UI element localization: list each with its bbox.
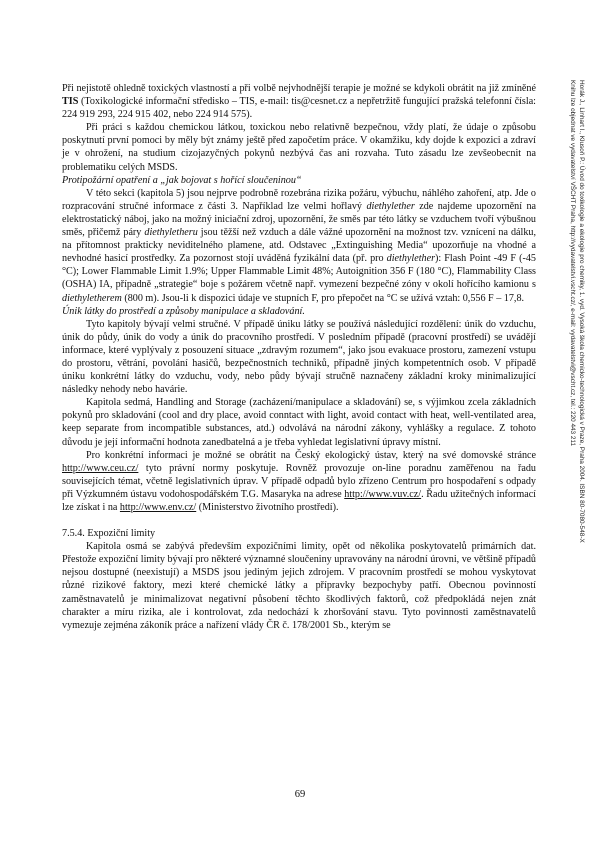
text-run: . Řadu užitečných informací lze získat i na (62, 488, 536, 513)
text-run: diethyletheru (144, 227, 198, 239)
text-run: (800 m). Jsou-li k dispozici údaje ve stupních F, pro přepočet na °C se užívá vztah: 0,556 F – 17,8. (121, 292, 525, 304)
paragraph (62, 449, 536, 514)
citation-line: Horák J., Linhart I., Klusoň P.: Úvod do toxikologie a ekologie pro chemiky, 1. vyd. Vysoká škola chemicko-technologická v Praze, Praha 2004. ISBN 80-7080-548-X (578, 80, 585, 543)
paragraph (62, 121, 536, 173)
subsection-heading (62, 174, 536, 187)
text-run: Při práci s každou chemickou látkou, toxickou nebo relativně bezpečnou, vždy platí, že údaje o způsobu poskytnutí první pomoci by měly být známy ještě před započetím práce. V okamžiku, kdy dojde k expozici a zdraví je v ohrožení, na studium cizojazyčných pokynů nezbývá čas ani rozvaha. Tuto zásadu lze zevšeobecnit na problematiku celých MSDS. (62, 122, 536, 173)
page-number: 69 (294, 789, 306, 800)
text-run: tyto právní normy poskytuje. Rovněž provozuje on-line poradnu zaměřenou na řadu souvisejících témat, včetně legislativních úprav. V případě odpadů bylo zřízeno Centrum pro hospodaření s odpady při Výzkumném ústavu vodohospodářském T.G. Masaryka na adrese (62, 462, 536, 500)
text-run: diethyletherem (62, 292, 122, 304)
text-run: Při nejistotě ohledně toxických vlastností a při volbě nejvhodnější terapie je možné se kdykoli obrátit na již zmíněné (62, 83, 536, 94)
text-run: Protipožární opatření a „jak bojovat s hořící sloučeninou“ (62, 174, 302, 186)
text-run: V této sekci (kapitola 5) jsou nejprve podrobně rozebrána rizika požáru, výbuchu, náhlého zahoření, atp. Jde o rozpracování stručné informace z části 3. Například lze velmi hořlavý (62, 187, 536, 212)
text-run: (Toxikologické informační středisko – TIS, e-mail: tis@cesnet.cz a nepřetržitě fungující pražská telefonní čísla: 224 919 293, 224 915 402, nebo 224 914 575). (62, 96, 536, 121)
text-run: zde najdeme upozornění na elektrostatický náboj, jako na možný iniciační zdroj, upozornění, že směs par této látky se vzduchem tvoří výbušnou směs, přičemž páry (62, 200, 537, 239)
paragraph (62, 82, 536, 121)
page-body (62, 82, 536, 632)
text-run: Kapitola osmá se zabývá především expozičními limity, opět od několika poskytovatelů primárních dat. Přestože expoziční limity bývají pro některé významné sloučeniny upravovány na národní úrovni, ve většině případů nejsou dostupné (neexistují) a MSDS jsou jediným jejich zdrojem. V pracovním prostředí se mohou vyskytovat různé rizikové faktory, mezi které chemické látky a přípravky bezpochyby patří. Obecnou povinností zaměstnavatelů je minimalizovat negativní působení těchto škodlivých faktorů, což předpokládá nejen znát charakter a míru rizika, ale i kontrolovat, zda nedochází k zhoršování stavu. Tyto povinnosti zaměstnavatelů vymezuje zejména zákoník práce a nařízení vlády ČR č. 178/2001 Sb., kterým se (62, 541, 536, 631)
paragraph (62, 187, 536, 305)
text-run: diethylether (386, 253, 436, 265)
paragraph (62, 540, 536, 632)
text-run: (Ministerstvo životního prostředí). (196, 502, 339, 513)
text-run: Kapitola sedmá, Handling and Storage (zacházení/manipulace a skladování) se, s výjimkou zcela základních pokynů pro skladování (cool and dry place, avoid conntact with light, avoid contact with heat, well-ventilated area, keep separate from incompatible substances, atd.) odvolává na národní zákony, vyhlášky a regulace. Z tohoto důvodu je její informační hodnota zanedbatelná a je třeba vyhledat legislativní úpravy místní. (62, 397, 536, 448)
order-info-line: Knihu lze objednat ve vydavatelství VŠCHT Praha, http://vydavatelstvi.vscht.cz/, e-mail: vydavatelstvi@vscht.cz, tel.: 220 443 211 (569, 80, 576, 447)
text-run: Tyto kapitoly bývají velmi stručné. V případě úniku látky se používá následující rozdělení: únik do vzduchu, únik do půdy, únik do vody a únik do pracovního prostředí. V posledním případě (pracovní prostředí) se uvádějí informace, které vyplývaly z posouzení situace „zdravým rozumem“, jako jsou evakuace prostoru, zamezení vstupu do prostoru, větrání, povolání hasičů, bezpečnostních techniků, případně jiných kompetentních osob. V případě úniku konkrétní látky do vzduchu, vody, nebo půdy bývají stručně naznačeny základní kroky minimalizující následky nehody nebo havárie. (62, 318, 536, 396)
text-run: jsou těžší než vzduch a dále vážné upozornění na možnost tzv. vznícení na dálku, na přítomnost prakticky neviditelného plamene, atd. Odstavec „Extinguishing Media“ upozorňuje na vhodné a nevhodné hasicí prostředky. Za pozornost stojí uváděná fyzikální data (př. pro (62, 227, 536, 265)
section-heading (62, 527, 536, 540)
url-link[interactable]: http://www.ceu.cz/ (62, 462, 139, 474)
text-run: diethylether (366, 200, 415, 212)
text-run: 7.5.4. Expoziční limity (62, 528, 156, 540)
text-run: Pro konkrétní informaci je možné se obrátit na Český ekologický ústav, který na své domovské stránce (86, 449, 536, 461)
citation-sidebar (546, 80, 586, 740)
paragraph (62, 318, 536, 397)
text-run: Únik látky do prostředí a způsoby manipulace a skladování. (62, 305, 305, 317)
url-link[interactable]: http://www.env.cz/ (119, 502, 197, 513)
url-link[interactable]: http://www.vuv.cz/ (344, 488, 422, 500)
text-run: ): Flash Point -49 F (-45 °C); Lower Flammable Limit 1.9%; Upper Flammable Limit 48%; Autoignition 356 F (180 °C), Flammability Class (OSHA) IA, případně „strategie“ boje s požárem včetně např. vymezení bezpečné zóny v okolí hořícího kamionu s (62, 253, 536, 291)
text-run: TIS (62, 96, 79, 108)
paragraph (62, 396, 536, 448)
subsection-heading (62, 305, 536, 318)
